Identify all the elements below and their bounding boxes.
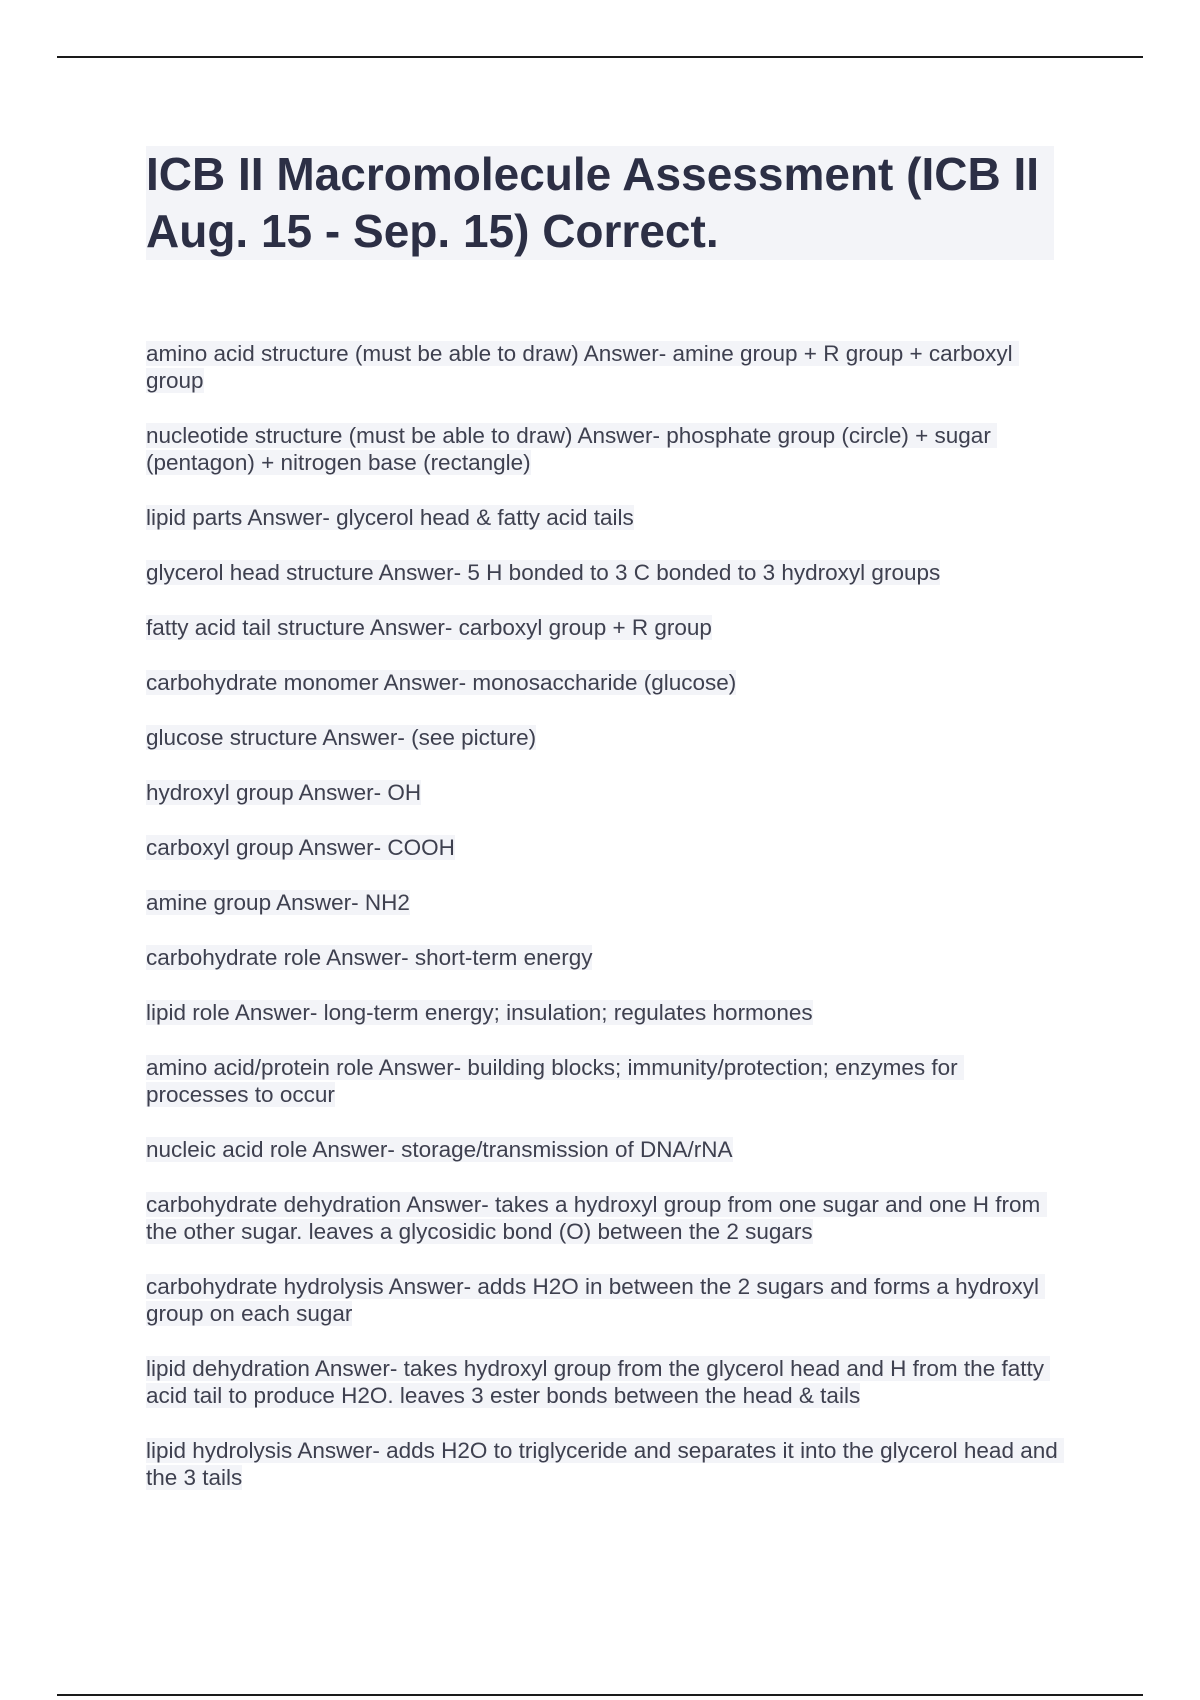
qa-term: glycerol head structure xyxy=(146,560,374,585)
qa-term: hydroxyl group xyxy=(146,780,294,805)
qa-answer: Answer- OH xyxy=(298,780,422,805)
qa-item xyxy=(146,1273,1066,1327)
qa-answer: Answer- storage/transmission of DNA/rNA xyxy=(312,1137,733,1162)
qa-term: carboxyl group xyxy=(146,835,294,860)
qa-item xyxy=(146,1191,1066,1245)
qa-term: carbohydrate hydrolysis xyxy=(146,1274,384,1299)
qa-answer: Answer- takes hydroxyl group from the glycerol head and H from the fatty acid tail to produce H2O. leaves 3 ester bonds between the head & tails xyxy=(146,1356,1051,1408)
qa-answer: Answer- adds H2O in between the 2 sugars and forms a hydroxyl group on each sugar xyxy=(146,1274,1046,1326)
qa-item xyxy=(146,834,1066,861)
qa-item xyxy=(146,779,1066,806)
qa-item xyxy=(146,999,1066,1026)
qa-item xyxy=(146,724,1066,751)
qa-item xyxy=(146,944,1066,971)
qa-term: lipid hydrolysis xyxy=(146,1438,293,1463)
qa-item xyxy=(146,669,1066,696)
qa-term: carbohydrate monomer xyxy=(146,670,379,695)
qa-list xyxy=(146,340,1066,1519)
qa-item xyxy=(146,1437,1066,1491)
qa-answer: Answer- carboxyl group + R group xyxy=(369,615,712,640)
qa-answer: Answer- COOH xyxy=(298,835,455,860)
qa-answer: Answer- building blocks; immunity/protection; enzymes for processes to occur xyxy=(146,1055,964,1107)
qa-answer: Answer- short-term energy xyxy=(326,945,593,970)
qa-term: nucleic acid role xyxy=(146,1137,308,1162)
qa-term: fatty acid tail structure xyxy=(146,615,365,640)
document-title-text: ICB II Macromolecule Assessment (ICB II Aug. 15 - Sep. 15) Correct. xyxy=(146,148,1040,257)
bottom-rule xyxy=(57,1694,1143,1696)
qa-item xyxy=(146,1355,1066,1409)
document-title xyxy=(146,146,1054,260)
qa-term: glucose structure xyxy=(146,725,318,750)
qa-answer: Answer- long-term energy; insulation; regulates hormones xyxy=(234,1000,813,1025)
qa-term: nucleotide structure (must be able to draw) xyxy=(146,423,573,448)
qa-term: amino acid structure (must be able to draw) xyxy=(146,341,579,366)
qa-item xyxy=(146,889,1066,916)
qa-term: lipid parts xyxy=(146,505,243,530)
qa-answer: Answer- monosaccharide (glucose) xyxy=(383,670,737,695)
qa-item xyxy=(146,504,1066,531)
qa-item xyxy=(146,422,1066,476)
qa-answer: Answer- amine group + R group + carboxyl group xyxy=(146,341,1019,393)
qa-item xyxy=(146,614,1066,641)
qa-term: lipid role xyxy=(146,1000,230,1025)
top-rule xyxy=(57,56,1143,58)
qa-answer: Answer- 5 H bonded to 3 C bonded to 3 hydroxyl groups xyxy=(378,560,941,585)
qa-item xyxy=(146,340,1066,394)
qa-item xyxy=(146,1136,1066,1163)
qa-item xyxy=(146,559,1066,586)
qa-item xyxy=(146,1054,1066,1108)
qa-term: carbohydrate dehydration xyxy=(146,1192,402,1217)
qa-answer: Answer- glycerol head & fatty acid tails xyxy=(247,505,634,530)
qa-answer: Answer- adds H2O to triglyceride and separates it into the glycerol head and the 3 tails xyxy=(146,1438,1065,1490)
qa-term: lipid dehydration xyxy=(146,1356,310,1381)
qa-term: amine group xyxy=(146,890,272,915)
qa-answer: Answer- takes a hydroxyl group from one sugar and one H from the other sugar. leaves a glycosidic bond (O) between the 2 sugars xyxy=(146,1192,1047,1244)
qa-term: amino acid/protein role xyxy=(146,1055,374,1080)
qa-answer: Answer- NH2 xyxy=(276,890,410,915)
qa-answer: Answer- (see picture) xyxy=(322,725,537,750)
qa-answer: Answer- phosphate group (circle) + sugar (pentagon) + nitrogen base (rectangle) xyxy=(146,423,998,475)
qa-term: carbohydrate role xyxy=(146,945,322,970)
